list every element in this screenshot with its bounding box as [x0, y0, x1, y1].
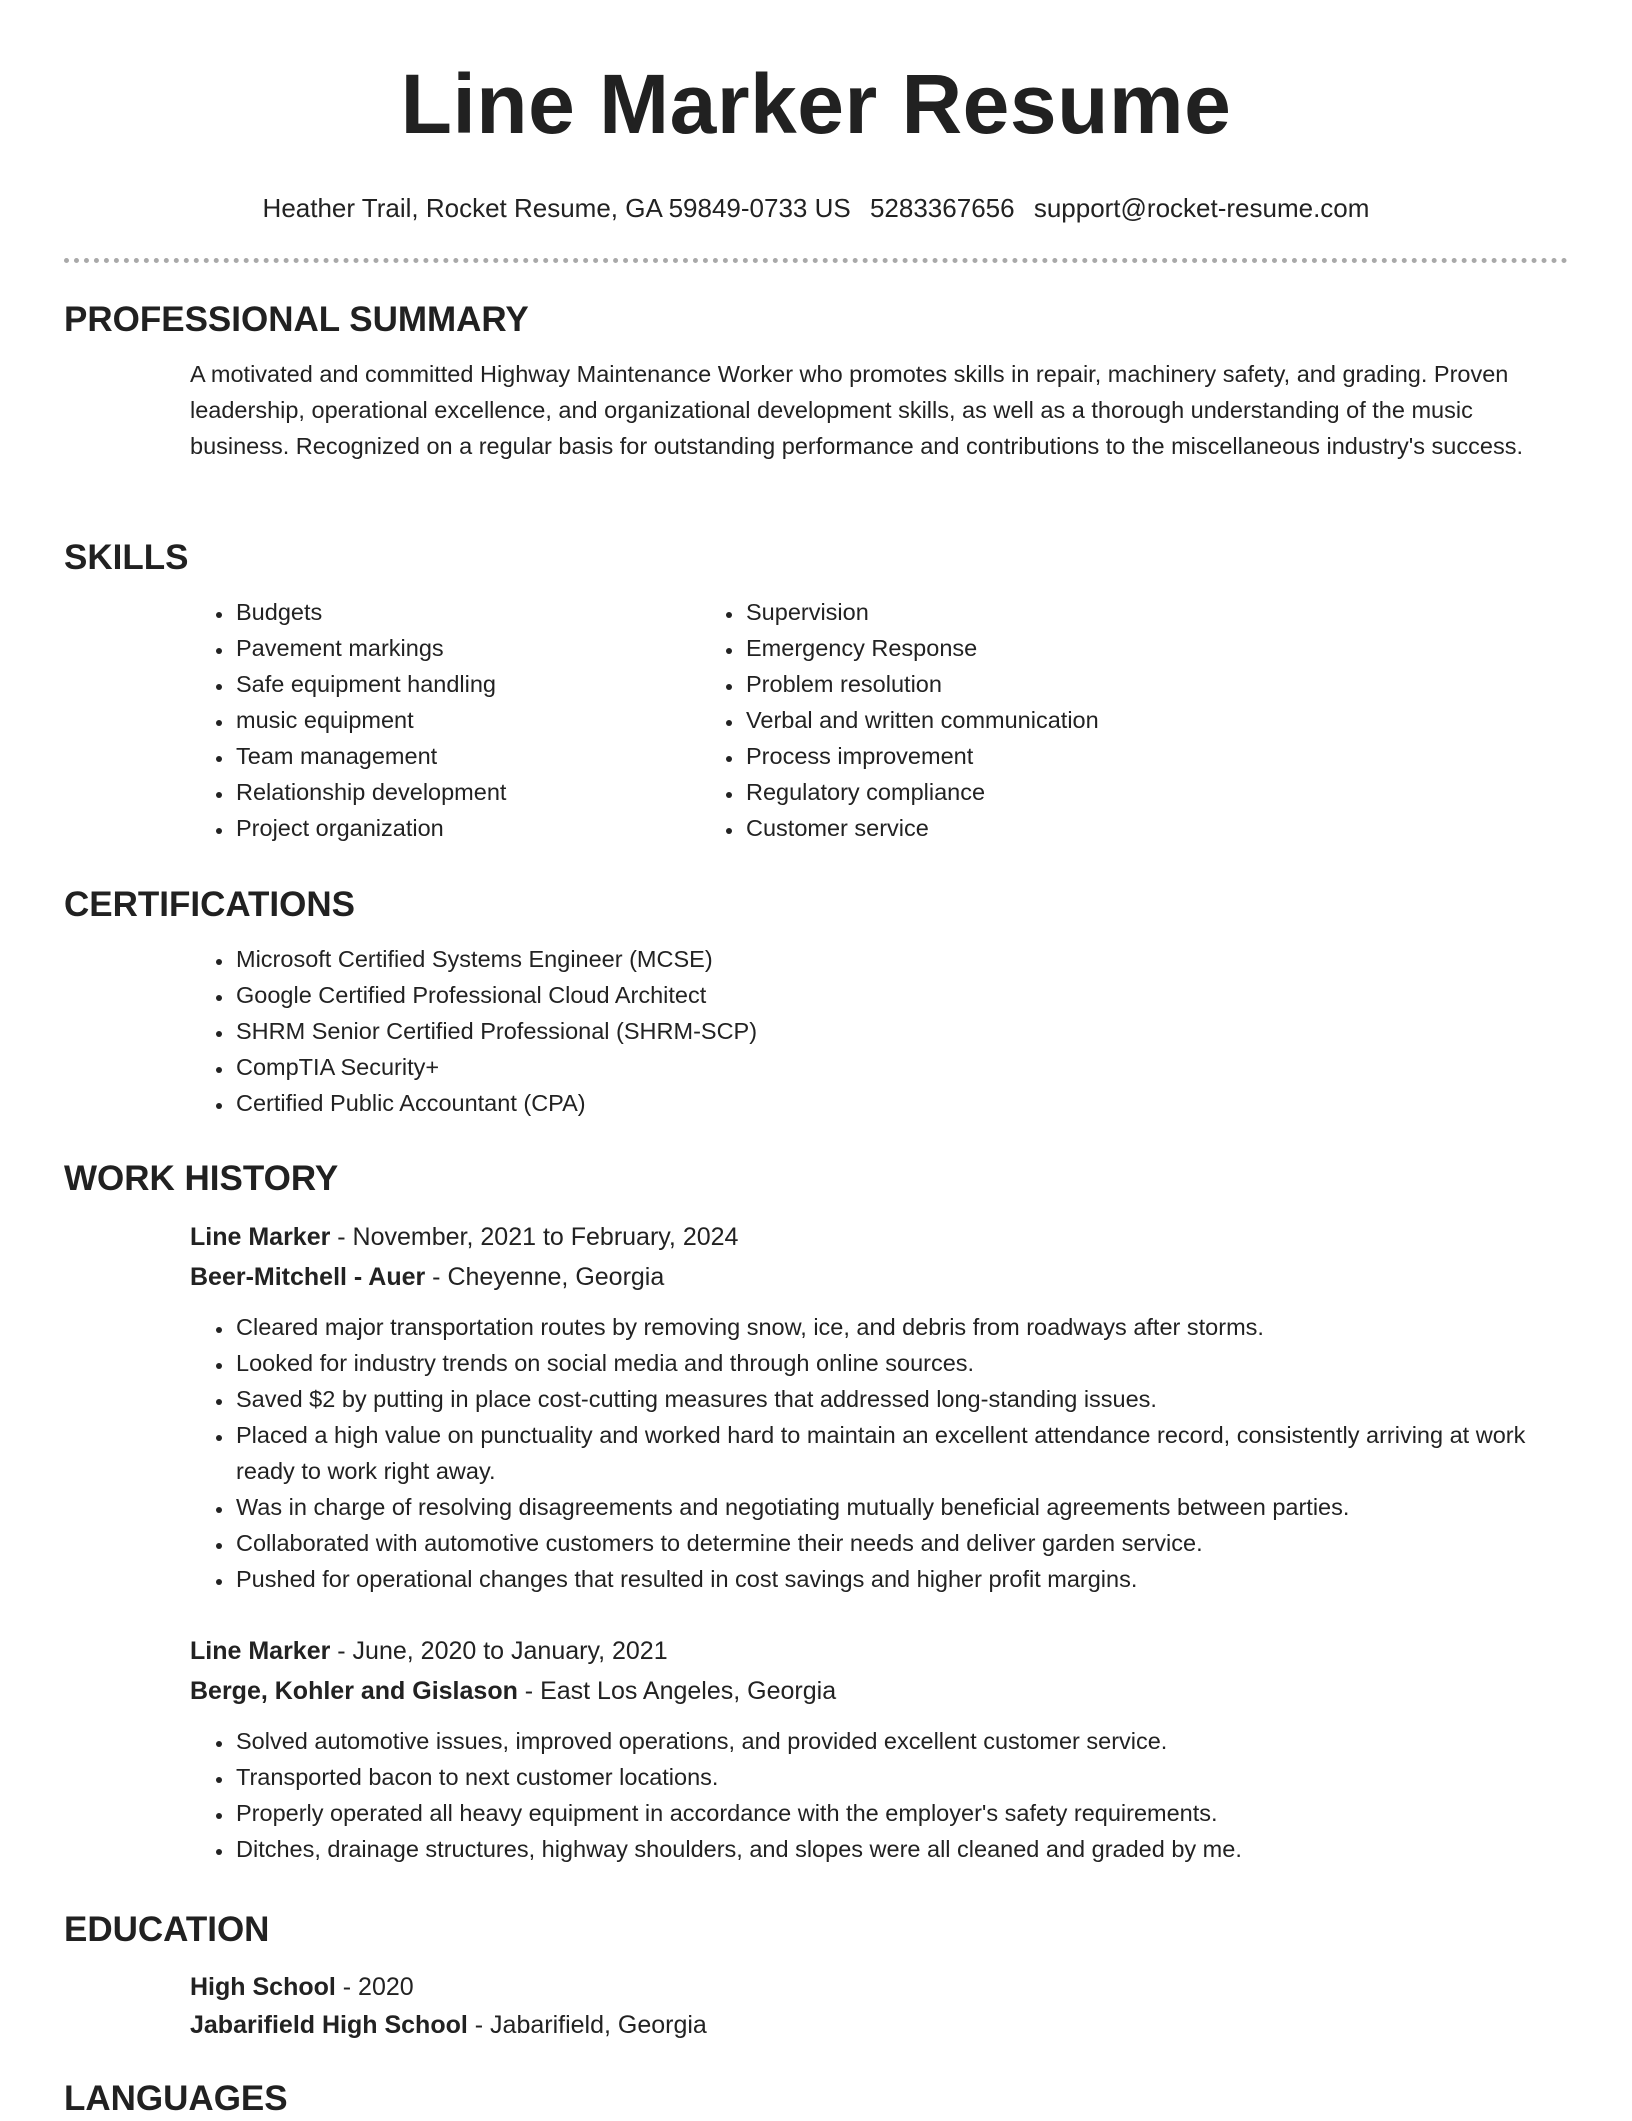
certifications-list	[64, 941, 1568, 1121]
skill-item: • Customer service	[744, 810, 1254, 846]
skill-item: • Project organization	[234, 810, 744, 846]
skill-item: • Budgets	[234, 594, 744, 630]
job-title-line	[190, 1217, 1568, 1257]
languages-heading: LANGUAGES	[64, 2079, 288, 2118]
work-history-heading: WORK HISTORY	[64, 1159, 339, 1198]
languages-section	[64, 2077, 1568, 2121]
skill-item: • Team management	[234, 738, 744, 774]
job-title: Line Marker	[190, 1223, 331, 1251]
certifications-section	[64, 883, 1568, 1121]
education-degree: High School	[190, 1973, 336, 2001]
summary-heading: PROFESSIONAL SUMMARY	[64, 300, 529, 339]
job-dates: - June, 2020 to January, 2021	[330, 1637, 668, 1665]
jobs-list	[64, 1217, 1568, 1867]
contact-phone: 5283367656	[869, 193, 1015, 223]
job-title-line	[190, 1631, 1568, 1671]
certification-item: • CompTIA Security+	[234, 1049, 1568, 1085]
job-bullet: • Saved $2 by putting in place cost-cutting measures that addressed long-standing issues.	[234, 1381, 1548, 1417]
job-header	[64, 1217, 1568, 1297]
skill-item: • music equipment	[234, 702, 744, 738]
job-company-line	[190, 1671, 1568, 1711]
job-company: Beer-Mitchell - Auer	[190, 1263, 426, 1291]
certification-item: • Google Certified Professional Cloud Architect	[234, 977, 1568, 1013]
education-school: Jabarifield High School	[190, 2011, 468, 2039]
summary-section	[64, 298, 1568, 464]
skill-item: • Pavement markings	[234, 630, 744, 666]
job-bullet: • Pushed for operational changes that resulted in cost savings and higher profit margins.	[234, 1561, 1548, 1597]
job-bullets	[64, 1723, 1568, 1867]
skill-item: • Relationship development	[234, 774, 744, 810]
summary-text: A motivated and committed Highway Maintenance Worker who promotes skills in repair, machinery safety, and grading. Proven leadership, operational excellence, and organizational development skills, as well as a thorough understanding of the music business. Recognized on a regular basis for outstanding performance and contributions to the miscellaneous industry's success.	[190, 361, 1523, 459]
job-company: Berge, Kohler and Gislason	[190, 1677, 518, 1705]
certification-item: • SHRM Senior Certified Professional (SHRM-SCP)	[234, 1013, 1568, 1049]
page-title: Line Marker Resume	[400, 57, 1232, 151]
job-bullet: • Solved automotive issues, improved operations, and provided excellent customer service.	[234, 1723, 1548, 1759]
education-heading: EDUCATION	[64, 1910, 270, 1949]
job-bullet: • Collaborated with automotive customers to determine their needs and deliver garden service.	[234, 1525, 1548, 1561]
skills-list-right	[744, 594, 1254, 846]
certifications-heading: CERTIFICATIONS	[64, 885, 356, 924]
job-bullets	[64, 1309, 1568, 1597]
certification-item: • Certified Public Accountant (CPA)	[234, 1085, 1568, 1121]
skill-item: • Process improvement	[744, 738, 1254, 774]
education-year: - 2020	[335, 1973, 414, 2001]
skill-item: • Emergency Response	[744, 630, 1254, 666]
education-degree-line	[190, 1968, 1568, 2006]
education-school-line	[190, 2006, 1568, 2044]
job-bullet: • Cleared major transportation routes by removing snow, ice, and debris from roadways after storms.	[234, 1309, 1548, 1345]
job-bullet: • Transported bacon to next customer locations.	[234, 1759, 1548, 1795]
work-history-section	[64, 1157, 1568, 1867]
certification-item: • Microsoft Certified Systems Engineer (MCSE)	[234, 941, 1568, 977]
job-header	[64, 1631, 1568, 1711]
education-section	[64, 1908, 1568, 2044]
job-bullet: • Was in charge of resolving disagreements and negotiating mutually beneficial agreements between parties.	[234, 1489, 1548, 1525]
education-location: - Jabarifield, Georgia	[467, 2011, 707, 2039]
skills-heading: SKILLS	[64, 538, 189, 577]
skills-section	[64, 536, 1568, 846]
job-entry	[64, 1217, 1568, 1597]
skill-item: • Problem resolution	[744, 666, 1254, 702]
contact-line	[64, 192, 1568, 224]
contact-email: support@rocket-resume.com	[1033, 193, 1370, 223]
job-dates: - November, 2021 to February, 2024	[330, 1223, 739, 1251]
skill-item: • Supervision	[744, 594, 1254, 630]
contact-address: Heather Trail, Rocket Resume, GA 59849-0733 US	[262, 193, 851, 223]
job-bullet: • Placed a high value on punctuality and worked hard to maintain an excellent attendance record, consistently arriving at work ready to work right away.	[234, 1417, 1548, 1489]
job-location: - East Los Angeles, Georgia	[517, 1677, 837, 1705]
job-bullet: • Looked for industry trends on social media and through online sources.	[234, 1345, 1548, 1381]
job-bullet: • Ditches, drainage structures, highway shoulders, and slopes were all cleaned and graded by me.	[234, 1831, 1548, 1867]
skill-item: • Regulatory compliance	[744, 774, 1254, 810]
job-bullet: • Properly operated all heavy equipment in accordance with the employer's safety requirements.	[234, 1795, 1548, 1831]
job-company-line	[190, 1257, 1568, 1297]
job-title: Line Marker	[190, 1637, 331, 1665]
header-divider	[64, 258, 1568, 263]
skills-list-left	[64, 594, 744, 846]
skill-item: • Safe equipment handling	[234, 666, 744, 702]
resume-page	[64, 0, 1568, 2118]
job-location: - Cheyenne, Georgia	[425, 1263, 665, 1291]
skill-item: • Verbal and written communication	[744, 702, 1254, 738]
job-entry	[64, 1631, 1568, 1867]
